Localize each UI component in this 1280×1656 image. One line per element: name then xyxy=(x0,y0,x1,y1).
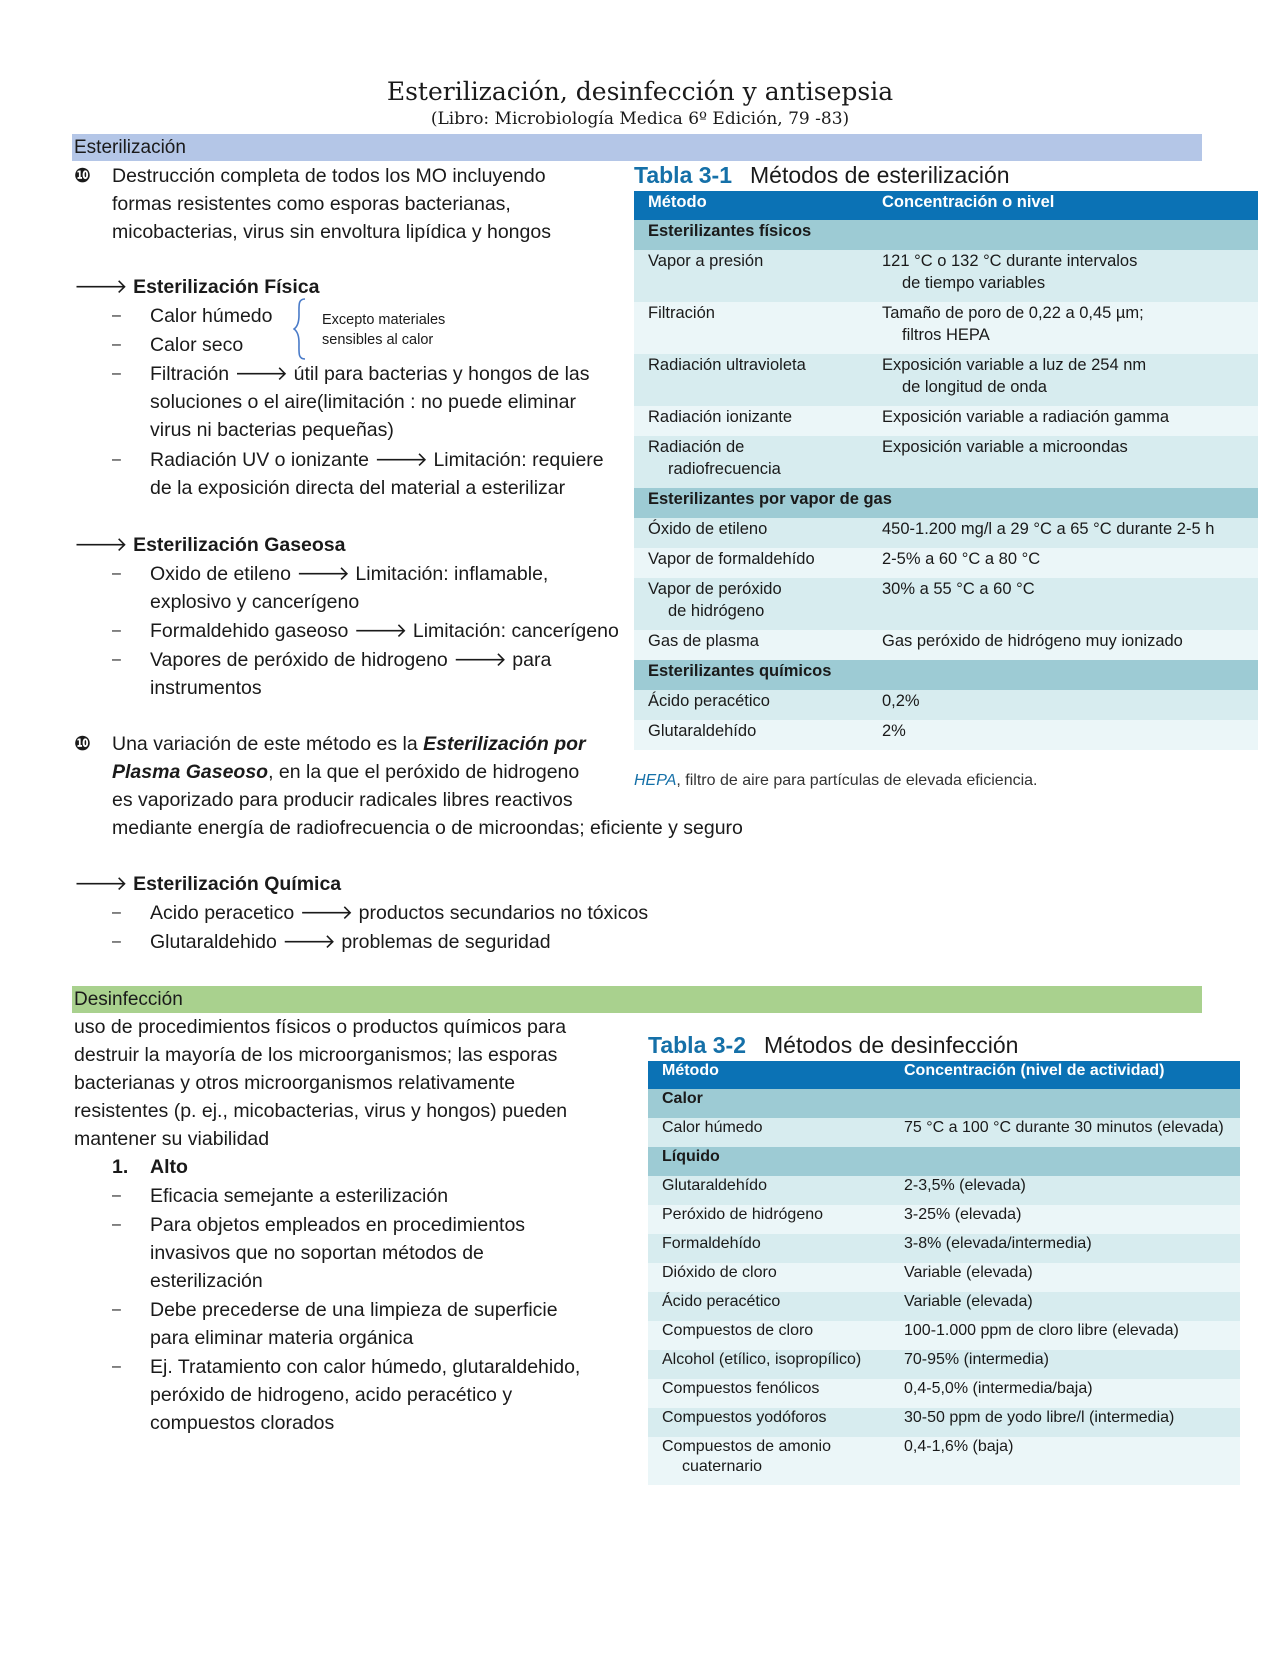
table-cell: Compuestos de cloro xyxy=(648,1321,890,1350)
table-cell: 2% xyxy=(868,720,1258,750)
table1-group-quimicos: Esterilizantes químicos xyxy=(634,660,1258,690)
table-cell: Ácido peracético xyxy=(634,690,868,720)
table-cell: 0,4-5,0% (intermedia/baja) xyxy=(890,1379,1240,1408)
brace-note-2: sensibles al calor xyxy=(322,332,434,348)
dash-icon: – xyxy=(112,1358,121,1375)
section-band-esterilizacion: Esterilización xyxy=(72,134,1202,161)
table1-header-concentracion: Concentración o nivel xyxy=(868,191,1258,220)
table-cell: Glutaraldehído xyxy=(648,1176,890,1205)
arrow-right-icon: 🡒 xyxy=(74,873,128,895)
table-cell: Dióxido de cloro xyxy=(648,1263,890,1292)
gaseosa-item-3: Vapores de peróxido de hidrogeno 🡒 para xyxy=(150,649,552,671)
arrow-right-icon: 🡒 xyxy=(234,363,289,385)
heading-quimica: 🡒 Esterilización Química xyxy=(74,873,342,895)
desinf-intro-2: destruir la mayoría de los microorganismos; las esporas xyxy=(74,1044,558,1066)
table-cell: 121 °C o 132 °C durante intervalos de tiempo variables xyxy=(868,250,1258,302)
arrow-right-icon: 🡒 xyxy=(74,534,128,556)
table-cell: Ácido peracético xyxy=(648,1292,890,1321)
plasma-line-3: es vaporizado para producir radicales libres reactivos xyxy=(112,789,573,811)
table2-title: Tabla 3-2 Métodos de desinfección xyxy=(648,1032,1019,1058)
table1-title: Tabla 3-1 Métodos de esterilización xyxy=(634,162,1010,188)
bullet-icon: ❿ xyxy=(74,733,91,755)
level-heading: Alto xyxy=(150,1156,188,1178)
bullet-icon: ❿ xyxy=(74,165,91,187)
table-cell: Compuestos de amonio cuaternario xyxy=(648,1437,890,1485)
table-cell: Glutaraldehído xyxy=(634,720,868,750)
desinf-intro-5: mantener su viabilidad xyxy=(74,1128,270,1150)
alto-item-2: Para objetos empleados en procedimientos xyxy=(150,1214,526,1236)
alto-item-2-line3: esterilización xyxy=(150,1270,263,1292)
gaseosa-item-3-line2: instrumentos xyxy=(150,677,262,699)
gaseosa-item-2: Formaldehido gaseoso 🡒 Limitación: cancerígeno xyxy=(150,620,619,642)
table-cell: Gas peróxido de hidrógeno muy ionizado xyxy=(868,630,1258,660)
table-cell: Alcohol (etílico, isopropílico) xyxy=(648,1350,890,1379)
quimica-item-1: Acido peracetico 🡒 productos secundarios no tóxicos xyxy=(150,902,649,924)
dash-icon: – xyxy=(112,1216,121,1233)
ester-intro-1: Destrucción completa de todos los MO incluyendo xyxy=(112,165,546,187)
table-cell: Exposición variable a luz de 254 nm de longitud de onda xyxy=(868,354,1258,406)
table2 xyxy=(648,1061,1240,1485)
ester-intro-2: formas resistentes como esporas bacterianas, xyxy=(112,193,511,215)
table-cell: 0,4-1,6% (baja) xyxy=(890,1437,1240,1485)
dash-icon: – xyxy=(112,1187,121,1204)
dash-icon: – xyxy=(112,307,121,324)
table-cell: Vapor de peróxido de hidrógeno xyxy=(634,578,868,630)
table-cell: Exposición variable a microondas xyxy=(868,436,1258,488)
table-cell: Vapor de formaldehído xyxy=(634,548,868,578)
alto-item-4-line3: compuestos clorados xyxy=(150,1412,335,1434)
table-cell: Variable (elevada) xyxy=(890,1263,1240,1292)
table-cell: Compuestos fenólicos xyxy=(648,1379,890,1408)
table-cell: Radiación de radiofrecuencia xyxy=(634,436,868,488)
heading-gaseosa: 🡒 Esterilización Gaseosa xyxy=(74,534,346,556)
table-cell: 3-25% (elevada) xyxy=(890,1205,1240,1234)
plasma-line-1: Una variación de este método es la Esterilización por xyxy=(112,733,586,755)
arrow-right-icon: 🡒 xyxy=(453,649,507,671)
dash-icon: – xyxy=(112,451,121,468)
table2-group-liquido: Líquido xyxy=(648,1147,1240,1176)
arrow-right-icon: 🡒 xyxy=(374,449,429,471)
table-cell: Gas de plasma xyxy=(634,630,868,660)
table2-group-calor: Calor xyxy=(648,1089,1240,1118)
table2-header-concentracion: Concentración (nivel de actividad) xyxy=(890,1061,1240,1089)
desinf-intro-1: uso de procedimientos físicos o productos químicos para xyxy=(74,1016,567,1038)
alto-item-1: Eficacia semejante a esterilización xyxy=(150,1185,449,1207)
heading-fisica: 🡒 Esterilización Física xyxy=(74,276,320,298)
fisica-item-4: Radiación UV o ionizante 🡒 Limitación: requiere xyxy=(150,449,604,471)
table-cell: Radiación ionizante xyxy=(634,406,868,436)
table-cell: Tamaño de poro de 0,22 a 0,45 µm; filtros HEPA xyxy=(868,302,1258,354)
fisica-item-2: Calor seco xyxy=(150,334,244,356)
fisica-item-1: Calor húmedo xyxy=(150,305,273,327)
dash-icon: – xyxy=(112,651,121,668)
table-cell: Calor húmedo xyxy=(648,1118,890,1147)
fisica-item-4-line2: de la exposición directa del material a esterilizar xyxy=(150,477,566,499)
fisica-item-3: Filtración 🡒 útil para bacterias y hongos de las xyxy=(150,363,590,385)
table-cell: 0,2% xyxy=(868,690,1258,720)
table-cell: 450-1.200 mg/l a 29 °C a 65 °C durante 2-5 h xyxy=(868,518,1258,548)
alto-item-3: Debe precederse de una limpieza de superficie xyxy=(150,1299,558,1321)
alto-item-3-line2: para eliminar materia orgánica xyxy=(150,1327,414,1349)
table-cell: Exposición variable a radiación gamma xyxy=(868,406,1258,436)
table-cell: Peróxido de hidrógeno xyxy=(648,1205,890,1234)
table1-group-gas: Esterilizantes por vapor de gas xyxy=(634,488,1258,518)
dash-icon: – xyxy=(112,365,121,382)
table2-header-metodo: Método xyxy=(648,1061,890,1089)
table-cell: 30-50 ppm de yodo libre/l (intermedia) xyxy=(890,1408,1240,1437)
gaseosa-item-1-line2: explosivo y cancerígeno xyxy=(150,591,360,613)
table-cell: 75 °C a 100 °C durante 30 minutos (elevada) xyxy=(890,1118,1240,1147)
dash-icon: – xyxy=(112,336,121,353)
quimica-item-2: Glutaraldehido 🡒 problemas de seguridad xyxy=(150,931,551,953)
fisica-item-3-line2: soluciones o el aire(limitación : no puede eliminar xyxy=(150,391,576,413)
table-cell: Compuestos yodóforos xyxy=(648,1408,890,1437)
table-cell: Variable (elevada) xyxy=(890,1292,1240,1321)
plasma-line-2: Plasma Gaseoso, en la que el peróxido de hidrogeno xyxy=(112,761,580,783)
document-header xyxy=(0,76,1280,130)
gaseosa-item-1: Oxido de etileno 🡒 Limitación: inflamable, xyxy=(150,563,549,585)
table-cell: Óxido de etileno xyxy=(634,518,868,548)
arrow-right-icon: 🡒 xyxy=(299,902,354,924)
table-cell: Radiación ultravioleta xyxy=(634,354,868,406)
dash-icon: – xyxy=(112,622,121,639)
alto-item-4: Ej. Tratamiento con calor húmedo, glutaraldehido, xyxy=(150,1356,581,1378)
ester-intro-3: micobacterias, virus sin envoltura lipídica y hongos xyxy=(112,221,551,243)
dash-icon: – xyxy=(112,904,121,921)
alto-item-4-line2: peróxido de hidrogeno, acido peracético y xyxy=(150,1384,513,1406)
table1-caption: HEPA, filtro de aire para partículas de elevada eficiencia. xyxy=(634,772,1038,789)
table-cell: 2-5% a 60 °C a 80 °C xyxy=(868,548,1258,578)
section-band-desinfeccion: Desinfección xyxy=(72,986,1202,1013)
table-cell: 2-3,5% (elevada) xyxy=(890,1176,1240,1205)
page-title: Esterilización, desinfección y antisepsia xyxy=(386,77,894,106)
brace-icon xyxy=(293,297,309,361)
table-cell: 30% a 55 °C a 60 °C xyxy=(868,578,1258,630)
arrow-right-icon: 🡒 xyxy=(282,931,336,953)
table1 xyxy=(634,191,1258,750)
desinf-intro-4: resistentes (p. ej., micobacterias, virus y hongos) pueden xyxy=(74,1100,568,1122)
table-cell: Vapor a presión xyxy=(634,250,868,302)
dash-icon: – xyxy=(112,1301,121,1318)
table-cell: Filtración xyxy=(634,302,868,354)
alto-item-2-line2: invasivos que no soportan métodos de xyxy=(150,1242,484,1264)
arrow-right-icon: 🡒 xyxy=(74,276,128,298)
level-number: 1. xyxy=(112,1156,129,1178)
arrow-right-icon: 🡒 xyxy=(353,620,408,642)
table-cell: 3-8% (elevada/intermedia) xyxy=(890,1234,1240,1263)
table1-header-metodo: Método xyxy=(634,191,868,220)
arrow-right-icon: 🡒 xyxy=(296,563,350,585)
table-cell: 100-1.000 ppm de cloro libre (elevada) xyxy=(890,1321,1240,1350)
page-subtitle: (Libro: Microbiología Medica 6º Edición, 79 -83) xyxy=(430,109,850,129)
fisica-item-3-line3: virus ni bacterias pequeñas) xyxy=(150,419,394,441)
desinf-intro-3: bacterianas y otros microorganismos relativamente xyxy=(74,1072,516,1094)
table1-group-fisicos: Esterilizantes físicos xyxy=(634,220,1258,250)
table-cell: 70-95% (intermedia) xyxy=(890,1350,1240,1379)
dash-icon: – xyxy=(112,565,121,582)
brace-note-1: Excepto materiales xyxy=(322,312,446,328)
plasma-line-4: mediante energía de radiofrecuencia o de microondas; eficiente y seguro xyxy=(112,817,743,839)
dash-icon: – xyxy=(112,933,121,950)
table-cell: Formaldehído xyxy=(648,1234,890,1263)
